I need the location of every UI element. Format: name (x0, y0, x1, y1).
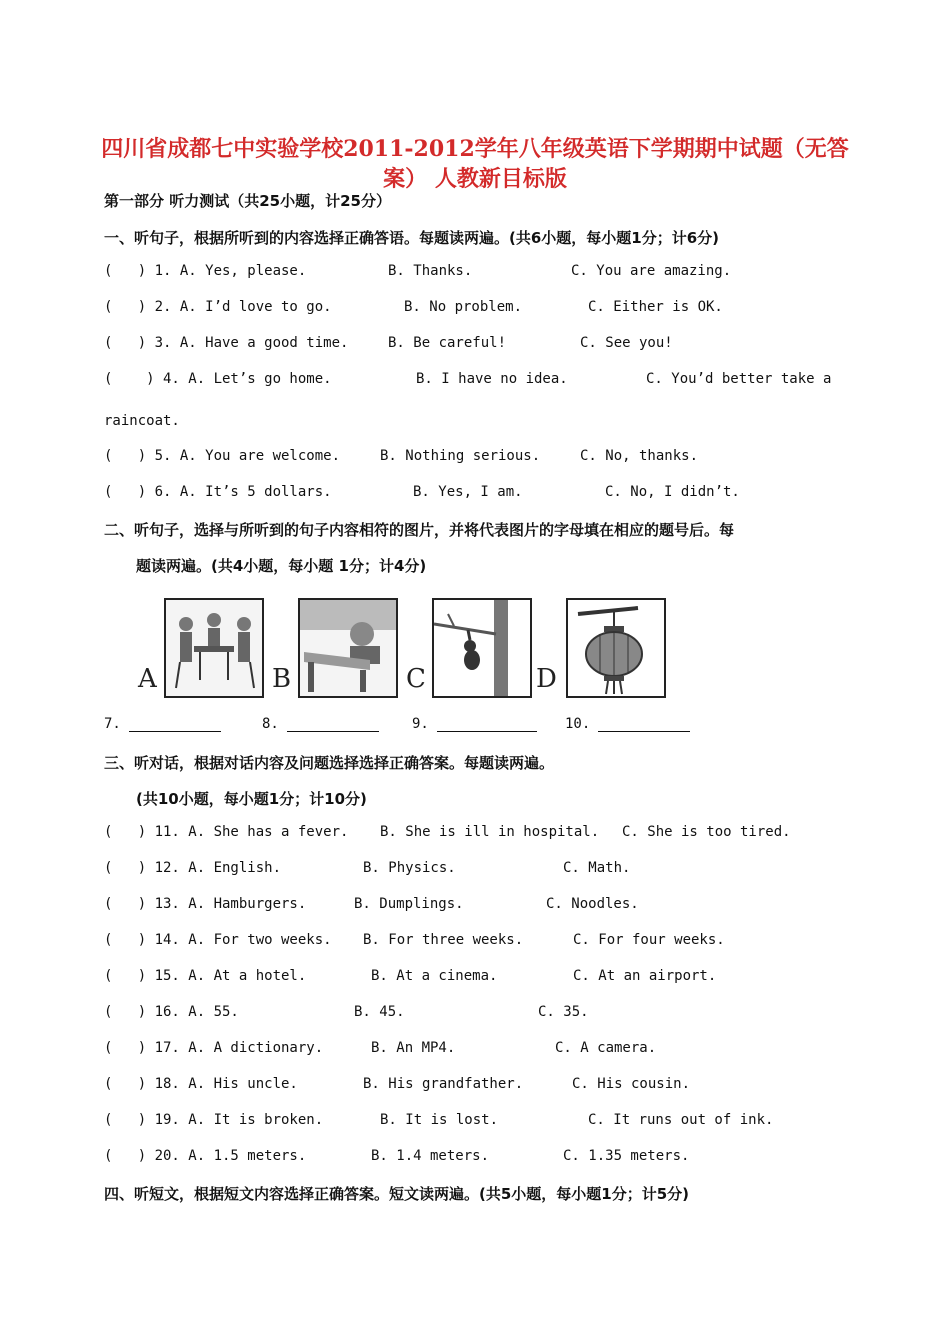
question-option-c: C. You’d better take a (646, 371, 832, 387)
question-option-a: ( ) 11. A. She has a fever. (104, 824, 349, 840)
question-option-b: B. It is lost. (380, 1112, 499, 1128)
question-option-a: ( ) 5. A. You are welcome. (104, 448, 341, 464)
question-option-c: C. At an airport. (573, 968, 717, 984)
question-option-a: ( ) 2. A. I’d love to go. (104, 299, 332, 315)
answer-number: 7. (104, 716, 121, 732)
section1-heading: 一、听句子，根据所听到的内容选择正确答语。每题读两遍。(共6小题，每小题1分；计6分) (104, 229, 720, 247)
people-at-table-icon (164, 598, 264, 698)
question-option-b: B. Dumplings. (354, 896, 464, 912)
answer-number: 10. (565, 716, 591, 732)
question-option-c: C. 35. (538, 1004, 589, 1020)
picture-strip (104, 592, 724, 704)
question-option-b: B. 45. (354, 1004, 405, 1020)
question-option-a: ( ) 6. A. It’s 5 dollars. (104, 484, 332, 500)
question-option-c: C. Math. (563, 860, 631, 876)
question-option-a: ( ) 1. A. Yes, please. (104, 263, 307, 279)
question-option-b: B. Yes, I am. (413, 484, 523, 500)
picture-label-d: D (536, 664, 557, 694)
answer-blank-10[interactable] (565, 716, 690, 732)
question-option-a: ( ) 4. A. Let’s go home. (104, 371, 332, 387)
section3-heading-cont: (共10小题，每小题1分；计10分) (136, 790, 367, 808)
answer-blank-7[interactable] (104, 716, 221, 732)
part1-heading: 第一部分 听力测试（共25小题，计25分） (104, 192, 391, 210)
section4-heading: 四、听短文，根据短文内容选择正确答案。短文读两遍。(共5小题，每小题1分；计5分) (104, 1185, 690, 1203)
question-option-c: C. 1.35 meters. (563, 1148, 690, 1164)
question-option-a: ( ) 16. A. 55. (104, 1004, 239, 1020)
question-option-a: ( ) 20. A. 1.5 meters. (104, 1148, 307, 1164)
question-option-c: C. A camera. (555, 1040, 657, 1056)
question-option-b: B. Thanks. (388, 263, 473, 279)
question-option-b: B. No problem. (404, 299, 523, 315)
question-option-c: C. For four weeks. (573, 932, 725, 948)
section2-heading-cont: 题读两遍。(共4小题，每小题 1分；计4分) (136, 557, 427, 575)
question-option-a: ( ) 19. A. It is broken. (104, 1112, 324, 1128)
question-option-c: C. You are amazing. (571, 263, 732, 279)
page-title: 四川省成都七中实验学校2011-2012学年八年级英语下学期期中试题（无答案） 人教新目标版 (101, 136, 849, 192)
picture-label-b: B (272, 664, 292, 694)
answer-number: 8. (262, 716, 279, 732)
question-option-c: C. Noodles. (546, 896, 639, 912)
boy-at-desk-icon (298, 598, 398, 698)
section3-heading: 三、听对话，根据对话内容及问题选择选择正确答案。每题读两遍。 (104, 754, 555, 772)
question-option-a: ( ) 12. A. English. (104, 860, 282, 876)
answer-number: 9. (412, 716, 429, 732)
question-option-b: B. Nothing serious. (380, 448, 541, 464)
question-option-a: ( ) 17. A. A dictionary. (104, 1040, 324, 1056)
question-option-c: C. No, I didn’t. (605, 484, 740, 500)
question-option-b: B. Physics. (363, 860, 456, 876)
question-option-a: ( ) 3. A. Have a good time. (104, 335, 349, 351)
question-option-a: ( ) 18. A. His uncle. (104, 1076, 298, 1092)
question-option-c: C. See you! (580, 335, 673, 351)
monkey-on-tree-icon (432, 598, 532, 698)
question-continuation: raincoat. (104, 413, 180, 429)
question-option-b: B. 1.4 meters. (371, 1148, 490, 1164)
question-option-b: B. For three weeks. (363, 932, 524, 948)
question-option-c: C. Either is OK. (588, 299, 723, 315)
question-option-c: C. It runs out of ink. (588, 1112, 774, 1128)
question-option-b: B. She is ill in hospital. (380, 824, 600, 840)
section2-heading: 二、听句子，选择与所听到的句子内容相符的图片，并将代表图片的字母填在相应的题号后。每 (104, 521, 735, 539)
question-option-c: C. She is too tired. (622, 824, 791, 840)
question-option-b: B. An MP4. (371, 1040, 456, 1056)
question-option-a: ( ) 13. A. Hamburgers. (104, 896, 307, 912)
answer-blank-8[interactable] (262, 716, 379, 732)
question-option-b: B. At a cinema. (371, 968, 498, 984)
lantern-icon (566, 598, 666, 698)
picture-label-c: C (406, 664, 426, 694)
question-option-b: B. I have no idea. (416, 371, 568, 387)
question-option-a: ( ) 14. A. For two weeks. (104, 932, 332, 948)
question-option-c: C. His cousin. (572, 1076, 691, 1092)
question-option-c: C. No, thanks. (580, 448, 699, 464)
answer-blank-9[interactable] (412, 716, 537, 732)
picture-label-a: A (138, 664, 157, 694)
question-option-b: B. His grandfather. (363, 1076, 524, 1092)
question-option-a: ( ) 15. A. At a hotel. (104, 968, 307, 984)
question-option-b: B. Be careful! (388, 335, 507, 351)
